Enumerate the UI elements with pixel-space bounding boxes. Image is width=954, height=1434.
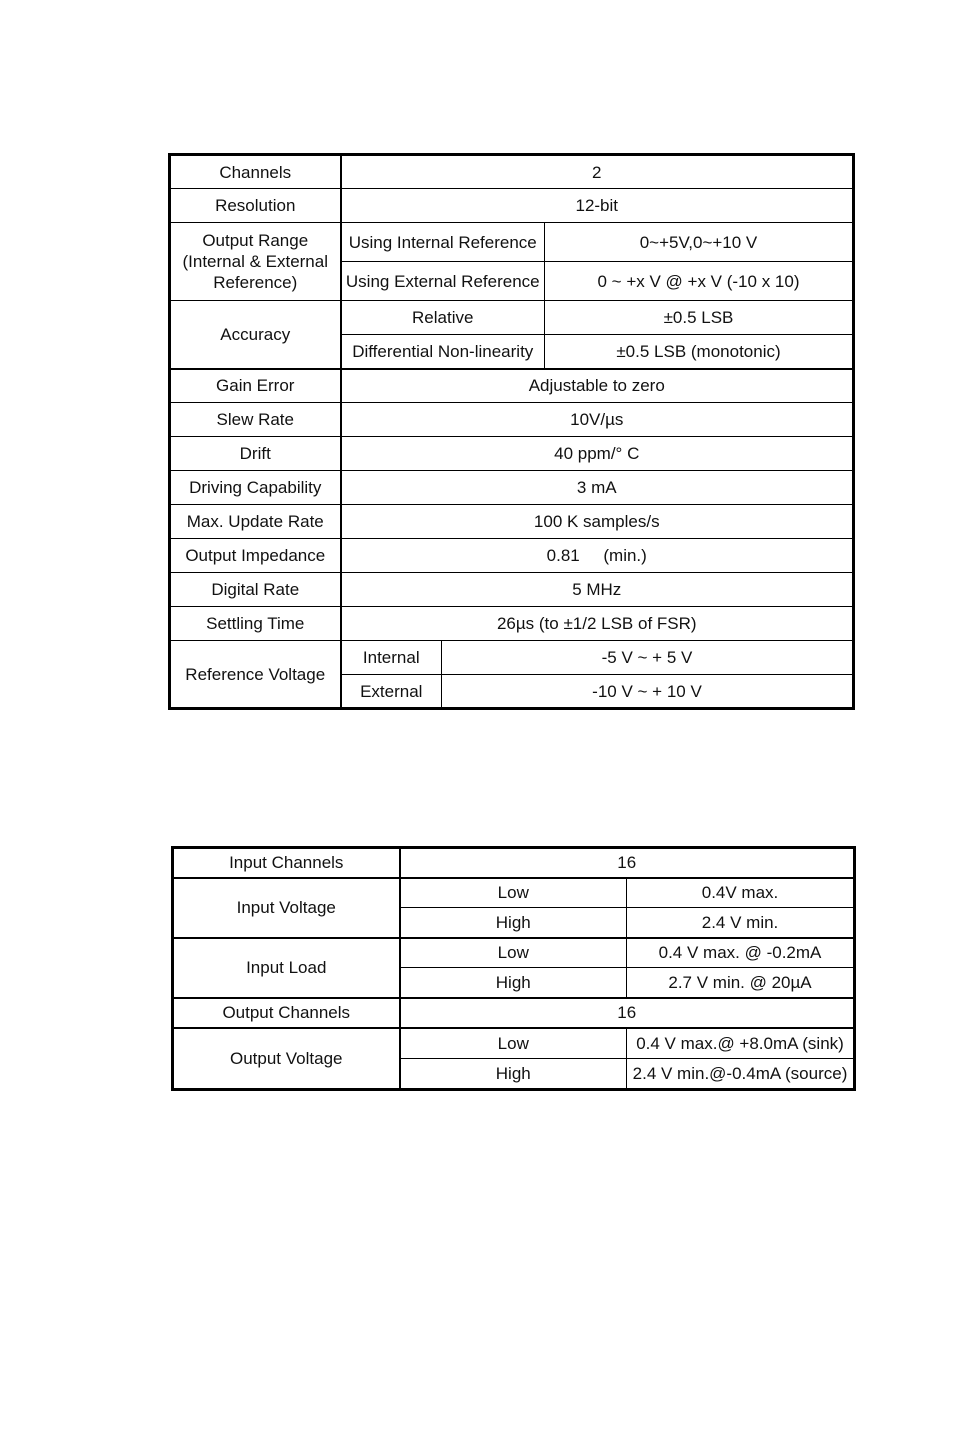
output-voltage-low-value: 0.4 V max.@ +8.0mA (sink) [627,1028,855,1059]
table-row [170,189,854,223]
input-voltage-label: Input Voltage [173,878,400,938]
max-update-rate-label: Max. Update Rate [170,505,341,539]
output-channels-value: 16 [400,998,855,1028]
drift-value: 40 ppm/° C [341,437,854,471]
table-row [173,848,855,878]
driving-capability-value: 3 mA [341,471,854,505]
slew-rate-label: Slew Rate [170,403,341,437]
input-load-low-value: 0.4 V max. @ -0.2mA [627,938,855,968]
table-row [170,641,854,675]
input-load-high-label: High [400,968,627,998]
output-voltage-low-label: Low [400,1028,627,1059]
input-voltage-low-value: 0.4V max. [627,878,855,908]
table-row [173,878,855,908]
gain-error-value: Adjustable to zero [341,369,854,403]
reference-internal-label: Internal [341,641,442,675]
digital-rate-value: 5 MHz [341,573,854,607]
max-update-rate-value: 100 K samples/s [341,505,854,539]
channels-value: 2 [341,155,854,189]
table-row [173,938,855,968]
reference-external-label: External [341,675,442,709]
reference-internal-value: -5 V ~ + 5 V [442,641,854,675]
internal-reference-value: 0~+5V,0~+10 V [545,223,854,262]
dnl-value: ±0.5 LSB (monotonic) [545,335,854,369]
input-channels-value: 16 [400,848,855,878]
output-voltage-high-value: 2.4 V min.@-0.4mA (source) [627,1059,855,1090]
digital-rate-label: Digital Rate [170,573,341,607]
gain-error-label: Gain Error [170,369,341,403]
digital-io-spec-table [171,846,856,1091]
drift-label: Drift [170,437,341,471]
table-row [170,539,854,573]
input-voltage-high-label: High [400,908,627,938]
external-reference-label: Using External Reference [341,262,545,301]
table-row [173,1028,855,1059]
resolution-value: 12-bit [341,189,854,223]
table-row [170,155,854,189]
table-row [170,471,854,505]
external-reference-value: 0 ~ +x V @ +x V (-10 x 10) [545,262,854,301]
driving-capability-label: Driving Capability [170,471,341,505]
table-row [170,223,854,262]
output-impedance-value: 0.81 (min.) [341,539,854,573]
input-load-label: Input Load [173,938,400,998]
table-row [170,573,854,607]
table-row [170,607,854,641]
output-voltage-high-label: High [400,1059,627,1090]
output-channels-label: Output Channels [173,998,400,1028]
slew-rate-value: 10V/µs [341,403,854,437]
output-impedance-label: Output Impedance [170,539,341,573]
settling-time-label: Settling Time [170,607,341,641]
resolution-label: Resolution [170,189,341,223]
table-row [170,505,854,539]
table-row [173,998,855,1028]
reference-external-value: -10 V ~ + 10 V [442,675,854,709]
input-load-high-value: 2.7 V min. @ 20µA [627,968,855,998]
table-row [170,437,854,471]
dnl-label: Differential Non-linearity [341,335,545,369]
input-channels-label: Input Channels [173,848,400,878]
input-voltage-low-label: Low [400,878,627,908]
internal-reference-label: Using Internal Reference [341,223,545,262]
table-row [170,301,854,335]
settling-time-value: 26µs (to ±1/2 LSB of FSR) [341,607,854,641]
output-voltage-label: Output Voltage [173,1028,400,1090]
relative-label: Relative [341,301,545,335]
accuracy-label: Accuracy [170,301,341,369]
table-row [170,403,854,437]
input-load-low-label: Low [400,938,627,968]
channels-label: Channels [170,155,341,189]
reference-voltage-label: Reference Voltage [170,641,341,709]
analog-output-spec-table [168,153,855,710]
input-voltage-high-value: 2.4 V min. [627,908,855,938]
relative-value: ±0.5 LSB [545,301,854,335]
table-row [170,369,854,403]
output-range-label: Output Range (Internal & External Reference) [170,223,341,301]
